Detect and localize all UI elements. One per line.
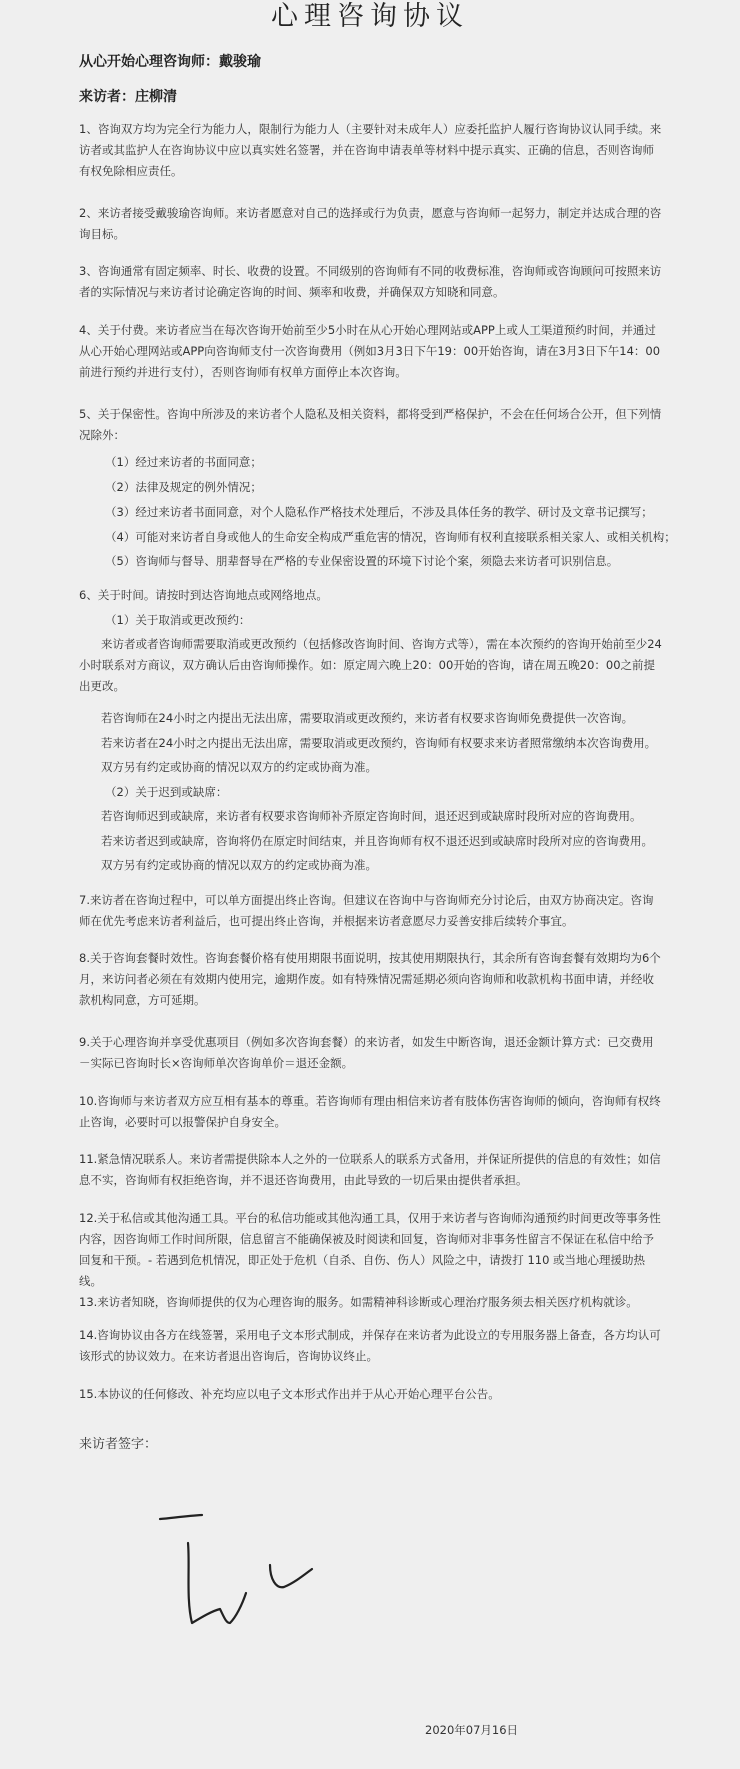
counselor-line: 从心开始心理咨询师：戴骏瑜: [79, 54, 261, 70]
page-title: 心理咨询协议: [271, 1, 469, 32]
clause-15: 15.本协议的任何修改、补充均应以电子文本形式作出并于从心开始心理平台公告。: [79, 1387, 500, 1401]
clause-14: 14.咨询协议由各方在线签署，采用电子文本形式制成，并保存在来访者为此设立的专用服务器上备查，各方均认可该形式的协议效力。在来访者退出咨询后，咨询协议终止。: [79, 1328, 661, 1363]
clause-5-item-4: （4）可能对来访者自身或他人的生命安全构成严重危害的情况，咨询师有权利直接联系相关家人、或相关机构；: [105, 530, 676, 544]
clause-5-item-1: （1）经过来访者的书面同意；: [105, 455, 262, 469]
clause-5-item-3: （3）经过来访者书面同意，对个人隐私作严格技术处理后，不涉及具体任务的教学、研讨及文章书记撰写；: [105, 505, 653, 519]
clause-11: 11.紧急情况联系人。来访者需提供除本人之外的一位联系人的联系方式备用，并保证所提供的信息的有效性；如信息不实，咨询师有权拒绝咨询，并不退还咨询费用，由此导致的一切后果由提供者承担。: [79, 1152, 661, 1187]
clause-8: 8.关于咨询套餐时效性。咨询套餐价格有使用期限书面说明，按其使用期限执行，其余所有咨询套餐有效期均为6个月，来访问者必须在有效期内使用完，逾期作废。如有特殊情况需延期必须向咨询师和收款机构书面申请，并经收款机构同意，方可延期。: [79, 951, 661, 1007]
clause-10: 10.咨询师与来访者双方应互相有基本的尊重。若咨询师有理由相信来访者有肢体伤害咨询师的倾向，咨询师有权终止咨询，必要时可以报警保护自身安全。: [79, 1094, 661, 1129]
clause-5-item-2: （2）法律及规定的例外情况；: [105, 480, 262, 494]
clause-12: 12.关于私信或其他沟通工具。平台的私信功能或其他沟通工具，仅用于来访者与咨询师沟通预约时间更改等事务性内容，因咨询师工作时间所限，信息留言不能确保被及时阅读和回复，咨询师对非事务性留言不保证在私信中给予回复和干预。- 若遇到危机情况，即正处于危机（自杀、自伤、伤人）风险之中，请拨打 110 或当地心理援助热线。: [79, 1211, 661, 1288]
clause-2: 2、来访者接受戴骏瑜咨询师。来访者愿意对自己的选择或行为负责，愿意与咨询师一起努力，制定并达成合理的咨询目标。: [79, 206, 662, 241]
clause-5: 5、关于保密性。咨询中所涉及的来访者个人隐私及相关资料，都将受到严格保护，不会在任何场合公开，但下列情况除外：: [79, 407, 662, 442]
signature-label: 来访者签字：: [79, 1437, 158, 1452]
clause-3: 3、咨询通常有固定频率、时长、收费的设置。不同级别的咨询师有不同的收费标准，咨询师或咨询顾问可按照来访者的实际情况与来访者讨论确定咨询的时间、频率和收费，并确保双方知晓和同意。: [79, 264, 662, 299]
clause-6-1c: 若来访者在24小时之内提出无法出席，需要取消或更改预约，咨询师有权要求来访者照常缴纳本次咨询费用。: [101, 736, 657, 750]
clause-6-1d: 双方另有约定或协商的情况以双方的约定或协商为准。: [101, 760, 377, 774]
clause-1: 1、咨询双方均为完全行为能力人，限制行为能力人（主要针对未成年人）应委托监护人履行咨询协议认同手续。来访者或其监护人在咨询协议中应以真实姓名签署，并在咨询申请表单等材料中提示真实、正确的信息，否则咨询师有权免除相应责任。: [79, 122, 662, 178]
clause-6-2a: 若咨询师迟到或缺席，来访者有权要求咨询师补齐原定咨询时间，退还迟到或缺席时段所对应的咨询费用。: [101, 809, 642, 823]
sign-date: 2020年07月16日: [425, 1723, 519, 1737]
clause-6-sub-2: （2）关于迟到或缺席：: [105, 785, 228, 799]
visitor-line: 来访者：庄柳清: [79, 89, 177, 105]
clause-13: 13.来访者知晓，咨询师提供的仅为心理咨询的服务。如需精神科诊断或心理治疗服务须去相关医疗机构就诊。: [79, 1295, 638, 1309]
clause-6-sub-1: （1）关于取消或更改预约：: [105, 613, 251, 627]
clause-7: 7.来访者在咨询过程中，可以单方面提出终止咨询。但建议在咨询中与咨询师充分讨论后，由双方协商决定。咨询师在优先考虑来访者利益后，也可提出终止咨询，并根据来访者意愿尽力妥善安排后续转介事宜。: [79, 893, 654, 928]
clause-6-2b: 若来访者迟到或缺席，咨询将仍在原定时间结束，并且咨询师有权不退还迟到或缺席时段所对应的咨询费用。: [101, 834, 653, 848]
clause-6-2c: 双方另有约定或协商的情况以双方的约定或协商为准。: [101, 858, 377, 872]
clause-6-1b: 若咨询师在24小时之内提出无法出席，需要取消或更改预约，来访者有权要求咨询师免费提供一次咨询。: [101, 711, 634, 725]
clause-4: 4、关于付费。来访者应当在每次咨询开始前至少5小时在从心开始心理网站或APP上或人工渠道预约时间，并通过从心开始心理网站或APP向咨询师支付一次咨询费用（例如3月3日下午19：00开始咨询，请在3月3日下午14：00前进行预约并进行支付），否则咨询师有权单方面停止本次咨询。: [79, 323, 661, 379]
clause-5-item-5: （5）咨询师与督导、朋辈督导在严格的专业保密设置的环境下讨论个案，须隐去来访者可识别信息。: [105, 554, 619, 568]
clause-6-1a: 来访者或者咨询师需要取消或更改预约（包括修改咨询时间、咨询方式等），需在本次预约的咨询开始前至少24小时联系对方商议，双方确认后由咨询师操作。如：原定周六晚上20：00开始的咨询，请在周五晚20：00之前提出更改。: [79, 637, 662, 693]
handwritten-signature: [150, 1505, 330, 1635]
clause-6: 6、关于时间。请按时到达咨询地点或网络地点。: [79, 588, 328, 602]
clause-9: 9.关于心理咨询并享受优惠项目（例如多次咨询套餐）的来访者，如发生中断咨询，退还金额计算方式：已交费用－实际已咨询时长×咨询师单次咨询单价＝退还金额。: [79, 1035, 654, 1070]
